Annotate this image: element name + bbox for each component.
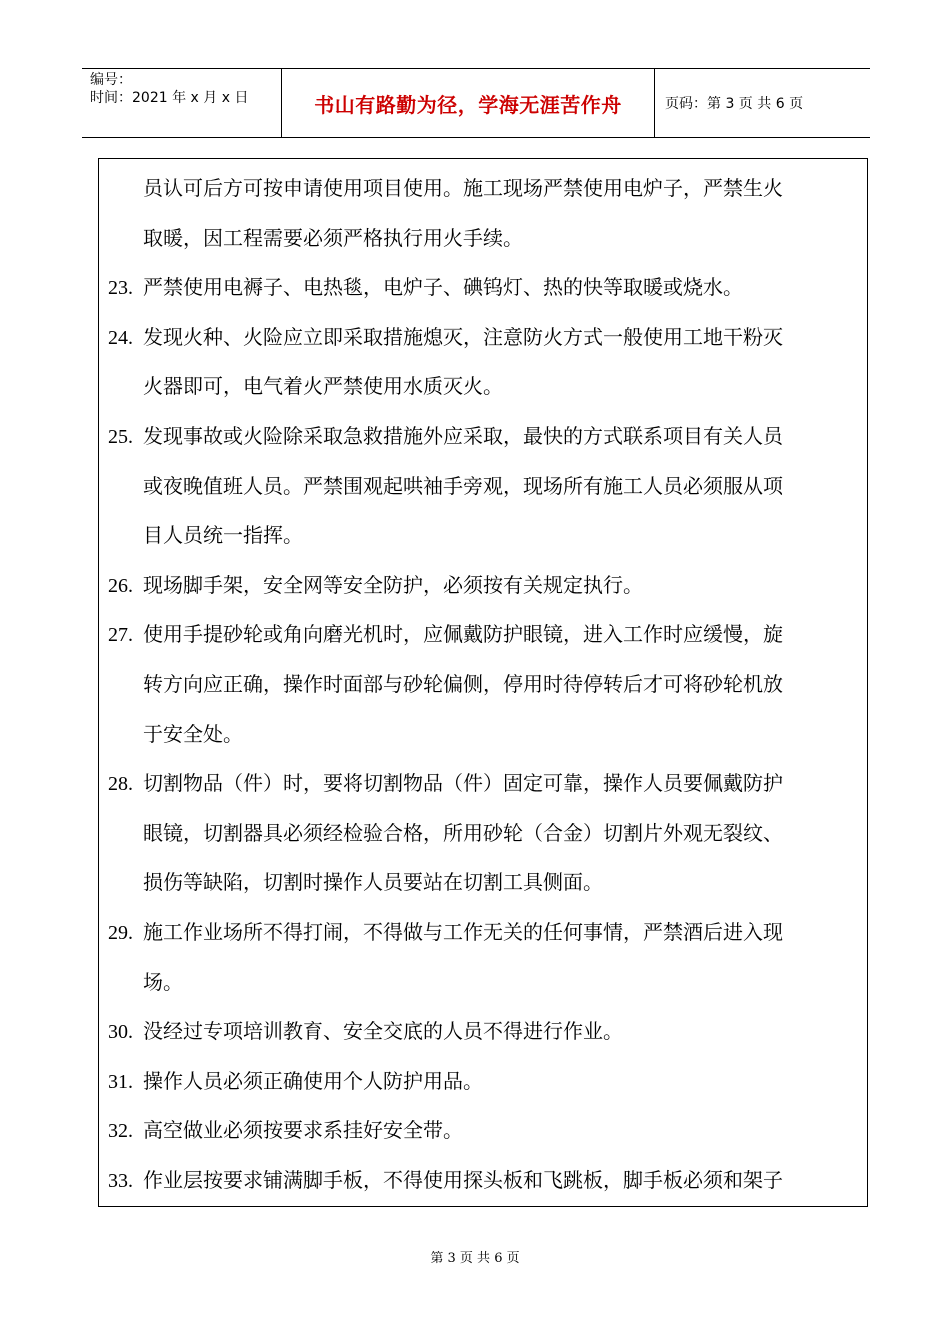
- document-header: [82, 68, 870, 138]
- item-text: 于安全处。: [143, 721, 243, 746]
- text-line: [108, 820, 783, 846]
- text-line: [108, 175, 783, 201]
- item-text: 作业层按要求铺满脚手板，不得使用探头板和飞跳板，脚手板必须和架子: [143, 1168, 783, 1192]
- item-text: 目人员统一指挥。: [143, 523, 303, 548]
- item-text: 转方向应正确，操作时面部与砂轮偏侧，停用时待停转后才可将砂轮机放: [143, 672, 783, 696]
- item-number: 29.: [108, 922, 133, 944]
- item-text: 切割物品（件）时，要将切割物品（件）固定可靠，操作人员要佩戴防护: [143, 771, 783, 796]
- content-box: [98, 158, 868, 1207]
- header-page-label: 页码：第 3 页 共 6 页: [665, 96, 804, 112]
- text-line: [108, 373, 503, 399]
- item-text: 现场脚手架，安全网等安全防护，必须按有关规定执行。: [143, 572, 643, 597]
- text-line: [108, 1117, 463, 1144]
- item-number: 33.: [108, 1170, 133, 1192]
- page-footer: 第 3 页 共 6 页: [430, 1251, 520, 1266]
- item-text: 眼镜，切割器具必须经检验合格，所用砂轮（合金）切割片外观无裂纹、: [143, 820, 783, 845]
- item-number: 23.: [108, 277, 133, 300]
- text-line: [108, 572, 643, 599]
- text-line: [108, 1167, 783, 1194]
- text-line: [108, 423, 783, 450]
- text-line: [108, 1068, 483, 1095]
- item-text: 或夜晚值班人员。严禁围观起哄袖手旁观，现场所有施工人员必须服从项: [143, 473, 783, 498]
- item-text: 火器即可，电气着火严禁使用水质灭火。: [143, 374, 503, 399]
- text-line: [108, 721, 243, 747]
- item-text: 发现火种、火险应立即采取措施熄灭，注意防火方式一般使用工地干粉灭: [143, 324, 783, 349]
- item-number: 30.: [108, 1021, 133, 1044]
- item-number: 31.: [108, 1070, 133, 1093]
- item-text: 高空做业必须按要求系挂好安全带。: [143, 1118, 463, 1143]
- item-text: 操作人员必须正确使用个人防护用品。: [143, 1068, 483, 1093]
- item-number: 28.: [108, 773, 133, 796]
- text-line: [108, 274, 743, 301]
- item-number: 26.: [108, 574, 133, 597]
- item-text: 发现事故或火险除采取急救措施外应采取，最快的方式联系项目有关人员: [143, 424, 783, 448]
- header-motto: 书山有路勤为径，学海无涯苦作舟: [282, 69, 655, 137]
- item-number: 27.: [108, 624, 133, 647]
- text-line: [108, 225, 523, 251]
- time-label: 时间：2021 年 x 月 x 日: [90, 90, 249, 106]
- text-line: [108, 969, 183, 995]
- text-line: [108, 324, 783, 351]
- text-line: [108, 919, 783, 946]
- item-text: 损伤等缺陷，切割时操作人员要站在切割工具侧面。: [143, 870, 603, 895]
- text-line: [108, 671, 783, 697]
- item-number: 24.: [108, 326, 133, 349]
- text-line: [108, 1018, 623, 1045]
- header-meta: [82, 69, 282, 137]
- text-line: [108, 621, 783, 648]
- item-text: 没经过专项培训教育、安全交底的人员不得进行作业。: [143, 1019, 623, 1044]
- item-text: 员认可后方可按申请使用项目使用。施工现场严禁使用电炉子，严禁生火: [143, 176, 783, 200]
- item-text: 使用手提砂轮或角向磨光机时，应佩戴防护眼镜，进入工作时应缓慢，旋: [143, 622, 783, 647]
- item-number: 25.: [108, 426, 133, 448]
- text-line: [108, 473, 783, 499]
- text-line: [108, 770, 783, 797]
- item-text: 取暖，因工程需要必须严格执行用火手续。: [143, 225, 523, 250]
- item-text: 严禁使用电褥子、电热毯，电炉子、碘钨灯、热的快等取暖或烧水。: [143, 275, 743, 300]
- item-number: 32.: [108, 1120, 133, 1143]
- item-text: 场。: [143, 969, 183, 994]
- number-label: 编号：: [90, 72, 132, 88]
- text-line: [108, 522, 303, 548]
- item-text: 施工作业场所不得打闹，不得做与工作无关的任何事情，严禁酒后进入现: [143, 920, 783, 944]
- text-line: [108, 869, 603, 895]
